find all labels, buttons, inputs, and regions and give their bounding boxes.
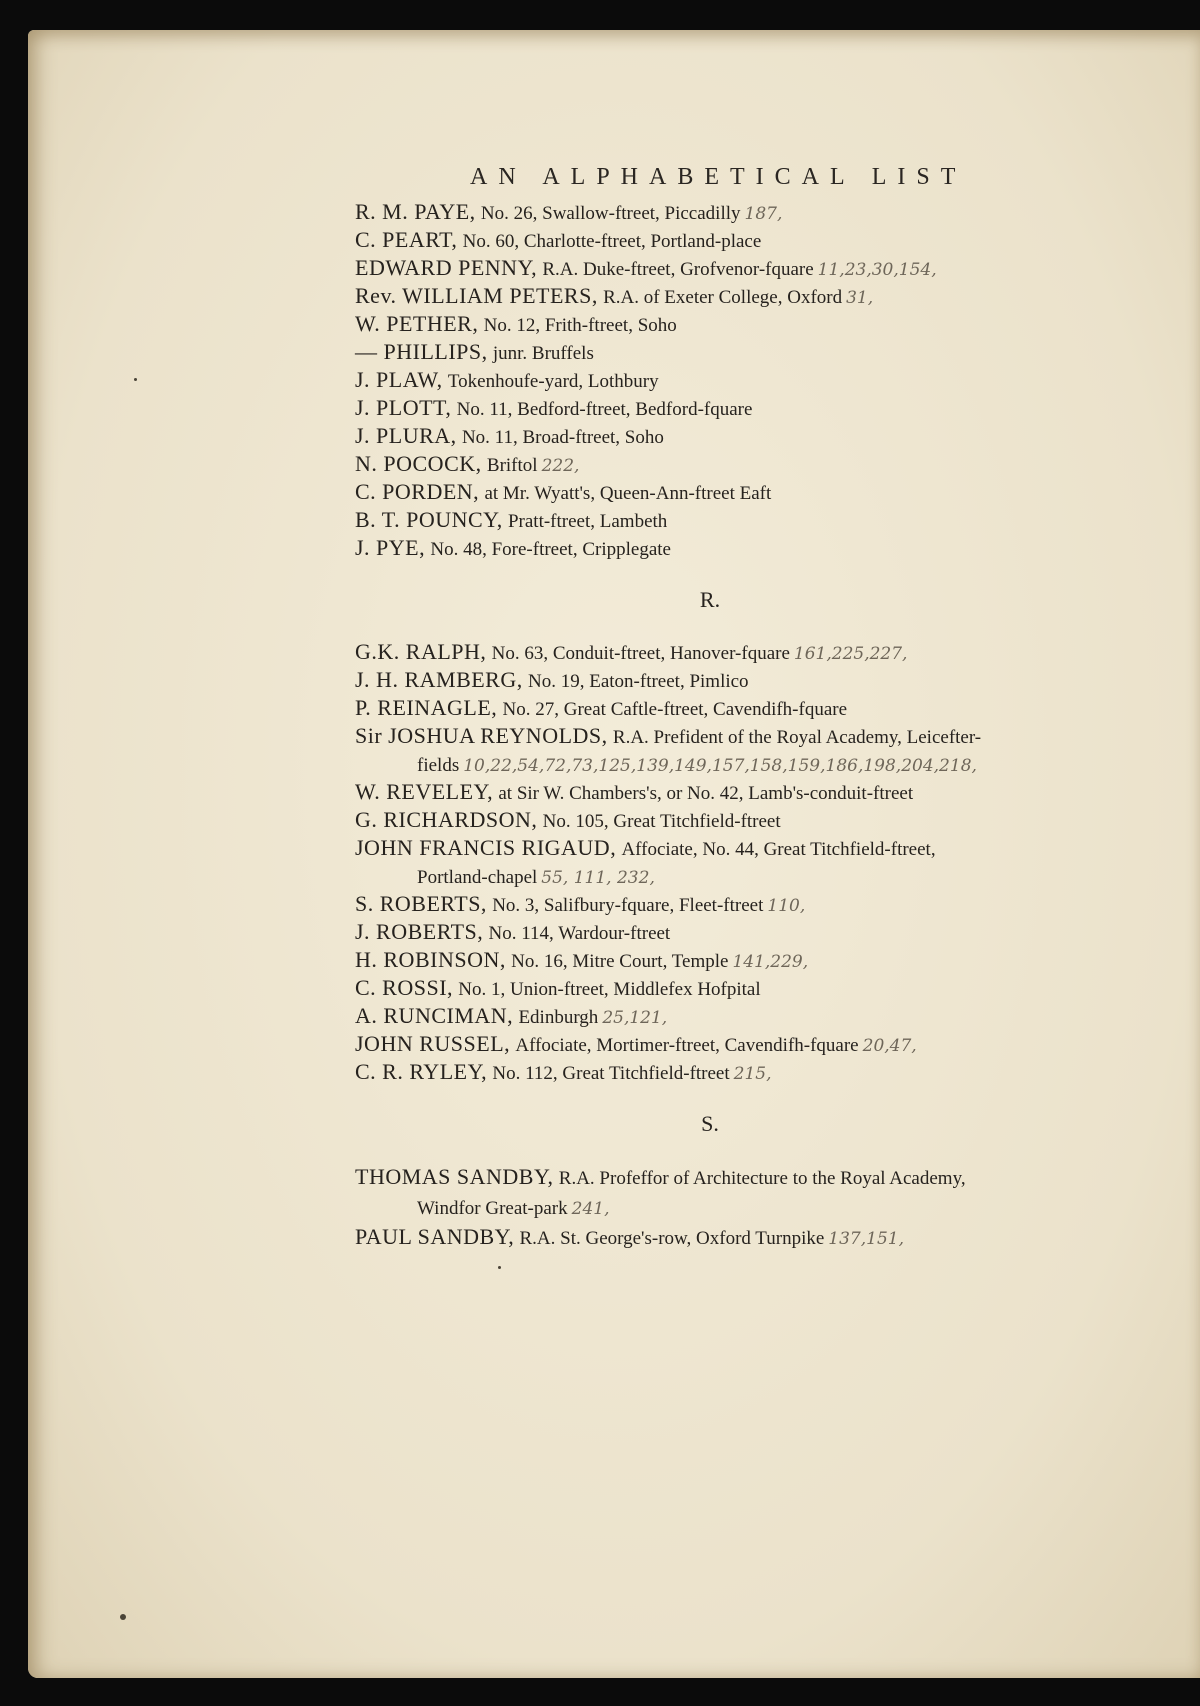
list-item	[355, 722, 1145, 750]
artist-address: No. 16, Mitre Court, Temple	[511, 951, 729, 972]
list-item-continuation	[355, 750, 1145, 778]
artist-name: J. H. RAMBERG,	[355, 667, 523, 692]
list-item	[355, 1222, 1145, 1252]
artist-address: R.A. Duke-ftreet, Grofvenor-fquare	[542, 259, 814, 280]
artist-address: Affociate, Mortimer-ftreet, Cavendifh-fquare	[515, 1035, 859, 1056]
list-item	[355, 282, 1145, 310]
page-heading: AN ALPHABETICAL LIST	[470, 164, 967, 190]
list-item	[355, 974, 1145, 1002]
artist-address: Edinburgh	[518, 1007, 599, 1028]
list-item	[355, 806, 1145, 834]
paper-speck	[498, 1266, 501, 1269]
artist-name: C. ROSSI,	[355, 975, 454, 1000]
section-letter: R.	[699, 587, 721, 612]
list-item	[355, 394, 1145, 422]
artist-name: S. ROBERTS,	[355, 891, 487, 916]
handwritten-catalogue-numbers: 31,	[846, 288, 874, 308]
artist-name: C. PORDEN,	[355, 479, 480, 504]
list-item	[355, 254, 1145, 282]
artist-name: Sir JOSHUA REYNOLDS,	[355, 723, 608, 748]
artist-address: junr. Bruffels	[492, 343, 594, 364]
artist-name: J. PLAW,	[355, 367, 443, 392]
list-item	[355, 534, 1145, 562]
handwritten-catalogue-numbers: 25,121,	[602, 1008, 668, 1028]
handwritten-catalogue-numbers: 241,	[571, 1199, 610, 1219]
artist-address: No. 1, Union-ftreet, Middlefex Hofpital	[458, 979, 761, 1000]
list-item	[355, 450, 1145, 478]
handwritten-catalogue-numbers: 11,23,30,154,	[817, 260, 937, 280]
artist-name: W. PETHER,	[355, 311, 479, 336]
list-item	[355, 478, 1145, 506]
artist-name: JOHN FRANCIS RIGAUD,	[355, 835, 617, 860]
list-item-continuation	[355, 862, 1145, 890]
list-item	[355, 422, 1145, 450]
artist-address: R.A. Profeffor of Architecture to the Royal Academy,	[558, 1168, 966, 1189]
artist-address: No. 63, Conduit-ftreet, Hanover-fquare	[491, 643, 790, 664]
handwritten-catalogue-numbers: 222,	[541, 456, 580, 476]
artist-name: C. R. RYLEY,	[355, 1059, 488, 1084]
artist-address: No. 60, Charlotte-ftreet, Portland-place	[462, 231, 762, 252]
artist-name: R. M. PAYE,	[355, 199, 476, 224]
artist-address: Portland-chapel	[417, 867, 538, 888]
artist-address: fields	[417, 755, 460, 776]
artist-name: B. T. POUNCY,	[355, 507, 503, 532]
artist-address: Windfor Great-park	[417, 1198, 568, 1219]
artist-name: JOHN RUSSEL,	[355, 1031, 511, 1056]
handwritten-catalogue-numbers: 187,	[744, 204, 783, 224]
artist-name: A. RUNCIMAN,	[355, 1003, 514, 1028]
list-item	[355, 918, 1145, 946]
paper-speck	[134, 378, 137, 381]
list-item	[355, 666, 1145, 694]
handwritten-catalogue-numbers: 141,229,	[732, 952, 809, 972]
handwritten-catalogue-numbers: 137,151,	[828, 1229, 904, 1249]
artist-address: R.A. of Exeter College, Oxford	[603, 287, 843, 308]
artist-address: Affociate, No. 44, Great Titchfield-ftreet,	[621, 839, 936, 860]
section-letter: S.	[701, 1111, 719, 1136]
artist-address: No. 3, Salifbury-fquare, Fleet-ftreet	[492, 895, 764, 916]
list-item	[355, 226, 1145, 254]
artist-address: Pratt-ftreet, Lambeth	[507, 511, 668, 532]
artist-address: at Mr. Wyatt's, Queen-Ann-ftreet Eaft	[484, 483, 772, 504]
artist-address: Briftol	[486, 455, 538, 476]
list-item	[355, 1058, 1145, 1086]
list-item	[355, 834, 1145, 862]
artist-name: G.K. RALPH,	[355, 639, 487, 664]
artist-address: No. 114, Wardour-ftreet	[488, 923, 671, 944]
artist-name: P. REINAGLE,	[355, 695, 498, 720]
list-item	[355, 1162, 1145, 1192]
artist-address: No. 11, Bedford-ftreet, Bedford-fquare	[456, 399, 753, 420]
artist-name: N. POCOCK,	[355, 451, 482, 476]
paper-speck	[120, 1614, 126, 1620]
list-item	[355, 310, 1145, 338]
artist-address: No. 19, Eaton-ftreet, Pimlico	[528, 671, 749, 692]
artist-name: G. RICHARDSON,	[355, 807, 538, 832]
handwritten-catalogue-numbers: 161,225,227,	[793, 644, 908, 664]
artist-address: at Sir W. Chambers's, or No. 42, Lamb's-conduit-ftreet	[498, 783, 914, 804]
list-item	[355, 506, 1145, 534]
list-item	[355, 778, 1145, 806]
artist-address: R.A. Prefident of the Royal Academy, Leicefter-	[612, 727, 982, 748]
list-item	[355, 638, 1145, 666]
artist-name: THOMAS SANDBY,	[355, 1164, 554, 1189]
artist-address: No. 105, Great Titchfield-ftreet	[542, 811, 781, 832]
handwritten-catalogue-numbers: 55, 111, 232,	[541, 868, 655, 888]
list-item	[355, 694, 1145, 722]
artist-name: J. ROBERTS,	[355, 919, 484, 944]
handwritten-catalogue-numbers: 10,22,54,72,73,125,139,149,157,158,159,186,198,204,218,	[463, 756, 977, 776]
artist-address: R.A. St. George's-row, Oxford Turnpike	[519, 1228, 825, 1249]
artist-address: No. 112, Great Titchfield-ftreet	[492, 1063, 730, 1084]
artist-name: PAUL SANDBY,	[355, 1224, 515, 1249]
list-item	[355, 1002, 1145, 1030]
artist-name: C. PEART,	[355, 227, 458, 252]
handwritten-catalogue-numbers: 215,	[733, 1064, 772, 1084]
artist-name: W. REVELEY,	[355, 779, 494, 804]
artist-name: J. PYE,	[355, 535, 426, 560]
artist-address: No. 26, Swallow-ftreet, Piccadilly	[480, 203, 741, 224]
list-item	[355, 338, 1145, 366]
list-item-continuation	[355, 1192, 1145, 1222]
list-item	[355, 1030, 1145, 1058]
artist-address: No. 27, Great Caftle-ftreet, Cavendifh-fquare	[502, 699, 848, 720]
list-item	[355, 946, 1145, 974]
list-item	[355, 890, 1145, 918]
artist-name: EDWARD PENNY,	[355, 255, 538, 280]
artist-name: H. ROBINSON,	[355, 947, 506, 972]
handwritten-catalogue-numbers: 20,47,	[862, 1036, 917, 1056]
artist-name: J. PLURA,	[355, 423, 457, 448]
artist-list	[355, 198, 1145, 1252]
artist-address: Tokenhoufe-yard, Lothbury	[447, 371, 659, 392]
artist-address: No. 12, Frith-ftreet, Soho	[483, 315, 677, 336]
artist-name: Rev. WILLIAM PETERS,	[355, 283, 598, 308]
artist-address: No. 48, Fore-ftreet, Cripplegate	[430, 539, 671, 560]
handwritten-catalogue-numbers: 110,	[767, 896, 806, 916]
list-item	[355, 198, 1145, 226]
artist-address: No. 11, Broad-ftreet, Soho	[461, 427, 664, 448]
artist-name: — PHILLIPS,	[355, 339, 488, 364]
artist-name: J. PLOTT,	[355, 395, 452, 420]
list-item	[355, 366, 1145, 394]
